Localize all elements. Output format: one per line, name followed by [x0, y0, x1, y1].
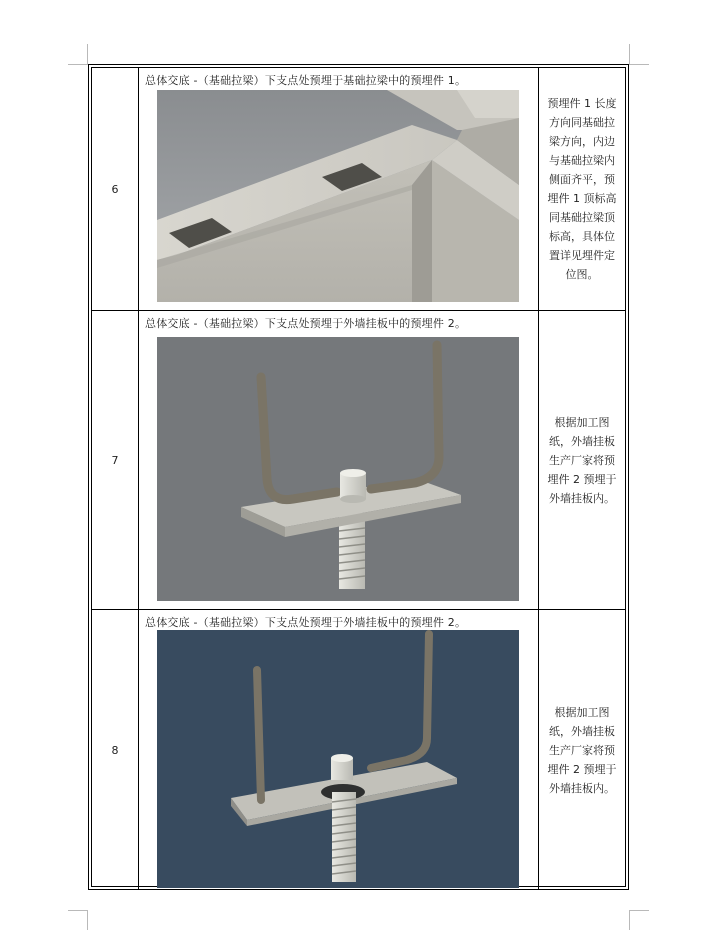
- crop-mark: [629, 910, 649, 911]
- row-description-cell: [539, 68, 625, 310]
- row-description-cell: [539, 610, 625, 890]
- figure-caption: 总体交底 -（基础拉梁）下支点处预埋于基础拉梁中的预埋件 1。: [145, 74, 467, 87]
- row-main-cell: [139, 311, 539, 609]
- table-row: [92, 610, 625, 890]
- figure-embedded-part-blue: [157, 630, 519, 888]
- crop-mark: [629, 64, 649, 65]
- row-description-cell: [539, 311, 625, 609]
- document-table: [88, 64, 629, 890]
- row-main-cell: [139, 68, 539, 310]
- figure-embedded-part-gray: [157, 337, 519, 601]
- foundation-beam-render: [157, 90, 519, 302]
- crop-mark: [68, 64, 88, 65]
- row-number: 6: [92, 68, 139, 310]
- table-row: [92, 311, 625, 610]
- embedded-part-render: [157, 337, 519, 601]
- crop-mark: [87, 910, 88, 930]
- table-row: [92, 68, 625, 311]
- row-main-cell: [139, 610, 539, 890]
- row-description: 预埋件 1 长度方向同基础拉梁方向，内边与基础拉梁内侧面齐平，预埋件 1 顶标高同基础拉梁顶标高，具体位置详见埋件定位图。: [547, 97, 617, 281]
- figure-caption: 总体交底 -（基础拉梁）下支点处预埋于外墙挂板中的预埋件 2。: [145, 317, 467, 330]
- row-number: 7: [92, 311, 139, 609]
- embedded-part-render: [157, 630, 519, 888]
- figure-caption: 总体交底 -（基础拉梁）下支点处预埋于外墙挂板中的预埋件 2。: [145, 616, 467, 629]
- crop-mark: [68, 910, 88, 911]
- crop-mark: [87, 44, 88, 64]
- crop-mark: [629, 44, 630, 64]
- figure-foundation-beam: [157, 90, 519, 302]
- row-number: 8: [92, 610, 139, 890]
- row-description: 根据加工图纸，外墙挂板生产厂家将预埋件 2 预埋于外墙挂板内。: [547, 415, 617, 505]
- row-description: 根据加工图纸，外墙挂板生产厂家将预埋件 2 预埋于外墙挂板内。: [547, 705, 617, 795]
- crop-mark: [629, 910, 630, 930]
